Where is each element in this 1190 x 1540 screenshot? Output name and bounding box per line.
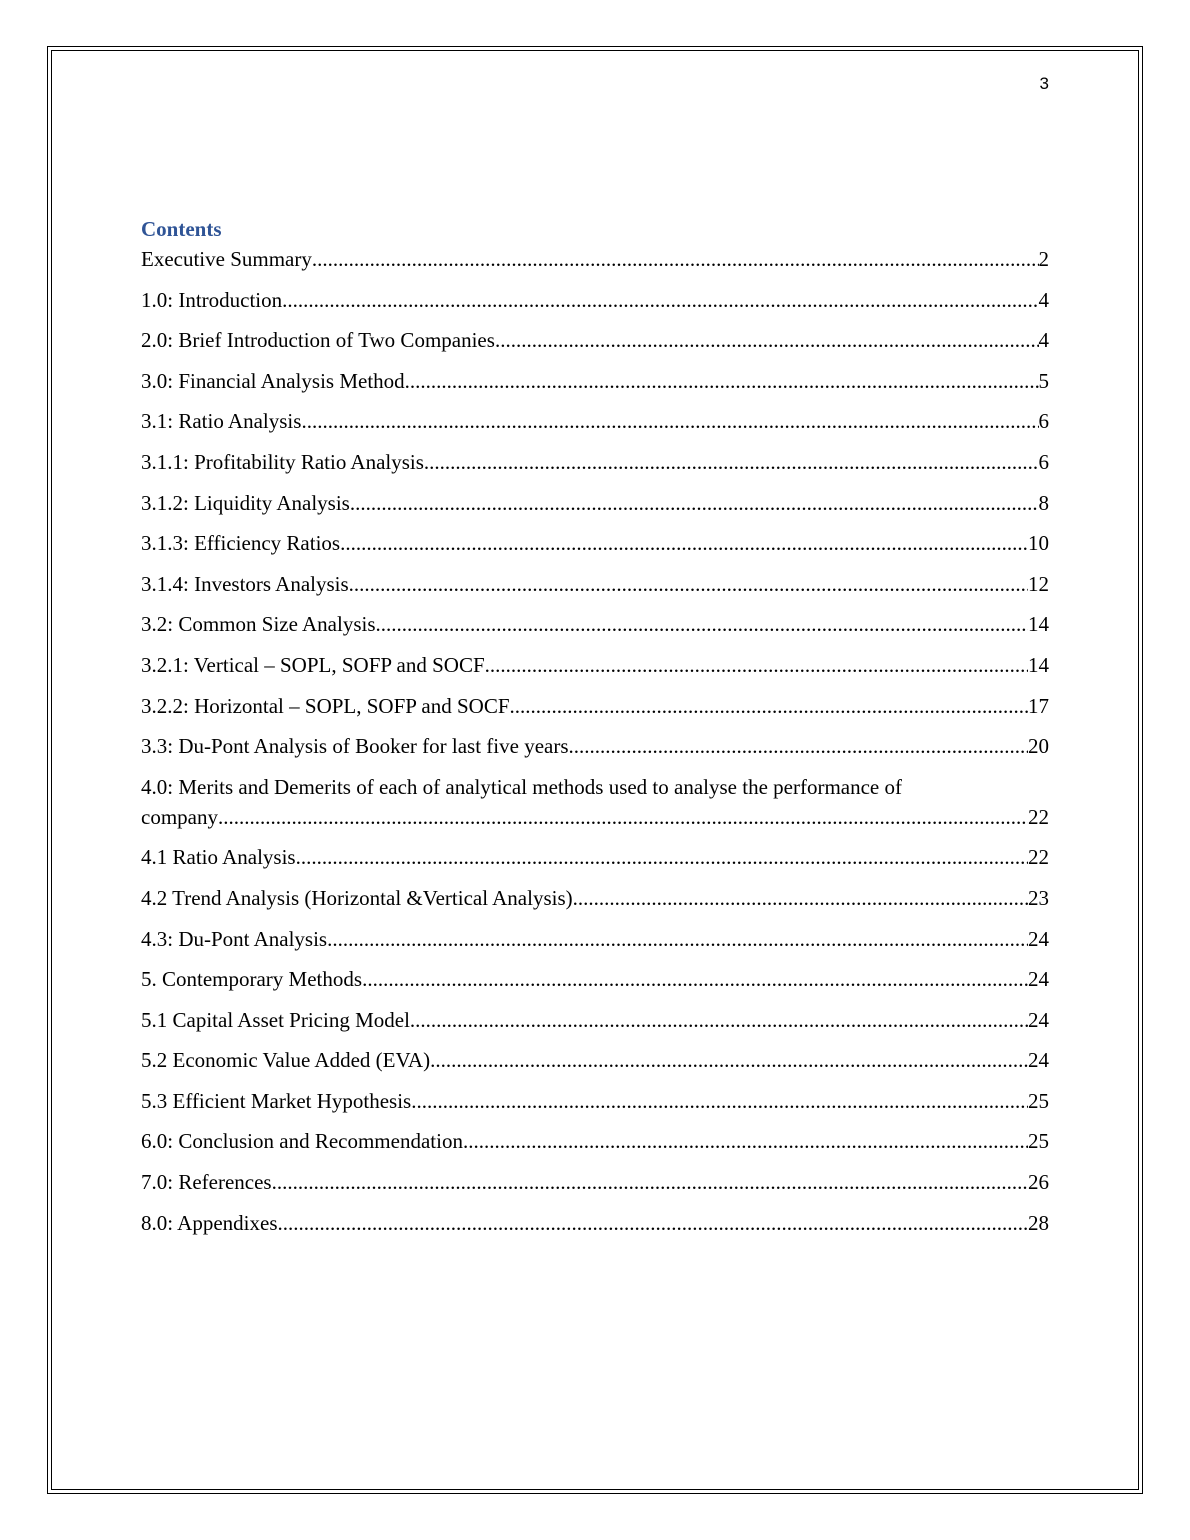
toc-entry-page: 28 (1028, 1210, 1049, 1235)
toc-entry-page: 26 (1028, 1170, 1049, 1195)
toc-entry-label: 3.1.2: Liquidity Analysis (141, 490, 350, 515)
toc-entry-brief-introduction[interactable] (141, 325, 1049, 355)
toc-entry-page: 25 (1028, 1129, 1049, 1154)
toc-entry-appendixes[interactable] (141, 1208, 1049, 1238)
toc-entry-label: 3.2.1: Vertical – SOPL, SOFP and SOCF (141, 652, 485, 677)
toc-entry-investors-analysis[interactable] (141, 569, 1049, 599)
toc-dot-leader (349, 569, 1028, 599)
toc-entry-page: 6 (1038, 409, 1049, 434)
toc-dot-leader (301, 406, 1038, 436)
toc-entry-page: 14 (1028, 612, 1049, 637)
page-number: 3 (1039, 74, 1049, 93)
toc-dot-leader (218, 802, 1028, 832)
toc-dot-leader (510, 691, 1028, 721)
toc-entry-page: 2 (1038, 247, 1049, 271)
toc-entry-common-size-analysis[interactable] (141, 609, 1049, 639)
toc-entry-label-line2: company (141, 804, 218, 829)
toc-dot-leader (424, 447, 1039, 477)
toc-entry-label: 5.2 Economic Value Added (EVA) (141, 1048, 431, 1073)
toc-entry-label: 8.0: Appendixes (141, 1210, 278, 1235)
toc-list (141, 244, 1049, 1238)
toc-dot-leader (573, 883, 1028, 913)
toc-entry-page: 12 (1028, 571, 1049, 596)
toc-dot-leader (410, 1005, 1028, 1035)
toc-entry-ratio-analysis-4-1[interactable] (141, 842, 1049, 872)
toc-entry-label: 3.1.4: Investors Analysis (141, 571, 349, 596)
toc-entry-horizontal[interactable] (141, 691, 1049, 721)
toc-entry-liquidity-analysis[interactable] (141, 488, 1049, 518)
toc-entry-page: 5 (1038, 368, 1049, 393)
toc-entry-label: 4.3: Du-Pont Analysis (141, 926, 328, 951)
toc-entry-page: 6 (1038, 449, 1049, 474)
toc-entry-label: 5. Contemporary Methods (141, 967, 363, 992)
toc-entry-references[interactable] (141, 1167, 1049, 1197)
toc-dot-leader (282, 285, 1038, 315)
toc-entry-merits-demerits[interactable] (141, 772, 1049, 832)
toc-entry-line2 (141, 802, 1049, 832)
toc-entry-label: 3.1.3: Efficiency Ratios (141, 531, 341, 556)
toc-entry-profitability-ratio[interactable] (141, 447, 1049, 477)
toc-entry-page: 24 (1028, 926, 1049, 951)
toc-dot-leader (376, 609, 1028, 639)
toc-entry-label: 5.1 Capital Asset Pricing Model (141, 1007, 410, 1032)
toc-entry-label: 6.0: Conclusion and Recommendation (141, 1129, 463, 1154)
toc-dot-leader (340, 528, 1028, 558)
toc-entry-contemporary-methods[interactable] (141, 964, 1049, 994)
toc-entry-label: 3.2: Common Size Analysis (141, 612, 376, 637)
toc-entry-page: 17 (1028, 693, 1049, 718)
toc-dot-leader (350, 488, 1039, 518)
toc-entry-label-line1: 4.0: Merits and Demerits of each of analytical methods used to analyse the performance of (141, 774, 902, 799)
toc-dot-leader (463, 1126, 1028, 1156)
toc-entry-conclusion[interactable] (141, 1126, 1049, 1156)
toc-entry-vertical[interactable] (141, 650, 1049, 680)
toc-entry-financial-analysis-method[interactable] (141, 366, 1049, 396)
toc-entry-page: 22 (1028, 804, 1049, 829)
toc-dot-leader (278, 1208, 1029, 1238)
toc-dot-leader (430, 1045, 1028, 1075)
toc-entry-label: 2.0: Brief Introduction of Two Companies (141, 328, 495, 353)
toc-dot-leader (411, 1086, 1028, 1116)
toc-dot-leader (327, 924, 1028, 954)
toc-dot-leader (312, 244, 1039, 274)
toc-entry-du-pont-booker[interactable] (141, 731, 1049, 761)
toc-entry-page: 22 (1028, 845, 1049, 870)
toc-entry-page: 10 (1028, 531, 1049, 556)
toc-entry-page: 14 (1028, 652, 1049, 677)
toc-dot-leader (296, 842, 1028, 872)
toc-entry-capm[interactable] (141, 1005, 1049, 1035)
toc-entry-label: 3.1: Ratio Analysis (141, 409, 302, 434)
toc-entry-label: 5.3 Efficient Market Hypothesis (141, 1088, 412, 1113)
toc-entry-executive-summary[interactable] (141, 244, 1049, 274)
toc-entry-page: 24 (1028, 1007, 1049, 1032)
toc-entry-page: 20 (1028, 734, 1049, 759)
toc-entry-label: 3.1.1: Profitability Ratio Analysis (141, 449, 424, 474)
toc-entry-du-pont-analysis[interactable] (141, 924, 1049, 954)
toc-entry-eva[interactable] (141, 1045, 1049, 1075)
toc-entry-page: 8 (1038, 490, 1049, 515)
toc-entry-label: Executive Summary (141, 247, 312, 271)
toc-entry-page: 24 (1028, 967, 1049, 992)
toc-entry-introduction[interactable] (141, 285, 1049, 315)
toc-entry-page: 23 (1028, 885, 1049, 910)
toc-entry-page: 25 (1028, 1088, 1049, 1113)
toc-entry-label: 7.0: References (141, 1170, 272, 1195)
toc-entry-label: 4.1 Ratio Analysis (141, 845, 296, 870)
toc-entry-page: 24 (1028, 1048, 1049, 1073)
toc-entry-ratio-analysis[interactable] (141, 406, 1049, 436)
toc-entry-label: 3.0: Financial Analysis Method (141, 368, 405, 393)
toc-dot-leader (485, 650, 1028, 680)
toc-dot-leader (405, 366, 1039, 396)
toc-entry-label: 1.0: Introduction (141, 287, 283, 312)
toc-dot-leader (569, 731, 1028, 761)
toc-dot-leader (362, 964, 1028, 994)
toc-entry-trend-analysis[interactable] (141, 883, 1049, 913)
toc-entry-label: 4.2 Trend Analysis (Horizontal &Vertical Analysis) (141, 885, 573, 910)
toc-entry-label: 3.2.2: Horizontal – SOPL, SOFP and SOCF (141, 693, 510, 718)
toc-heading: Contents (141, 217, 222, 241)
toc-entry-page: 4 (1038, 287, 1049, 312)
toc-entry-page: 4 (1038, 328, 1049, 353)
toc-entry-efficiency-ratios[interactable] (141, 528, 1049, 558)
toc-dot-leader (495, 325, 1039, 355)
table-of-contents (141, 215, 1049, 1248)
toc-entry-emh[interactable] (141, 1086, 1049, 1116)
toc-entry-label: 3.3: Du-Pont Analysis of Booker for last five years (141, 734, 569, 759)
toc-dot-leader (272, 1167, 1028, 1197)
